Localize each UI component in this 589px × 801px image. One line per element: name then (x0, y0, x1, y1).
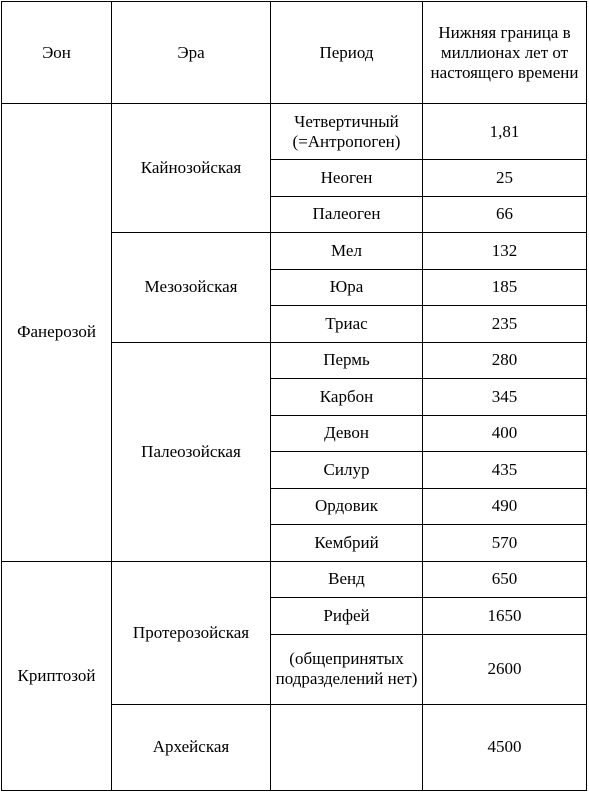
period-cell: Ордовик (271, 488, 423, 525)
header-eon: Эон (2, 2, 112, 104)
header-row (2, 2, 587, 104)
value-cell: 66 (423, 196, 587, 233)
period-cell: Венд (271, 561, 423, 598)
period-cell: Неоген (271, 160, 423, 197)
table-row (2, 561, 587, 598)
value-cell: 1,81 (423, 104, 587, 160)
value-cell: 235 (423, 306, 587, 343)
period-cell: Юра (271, 269, 423, 306)
value-cell: 1650 (423, 598, 587, 635)
era-cell: Кайнозойская (112, 104, 271, 233)
header-era: Эра (112, 2, 271, 104)
period-cell: Девон (271, 415, 423, 452)
period-cell (271, 704, 423, 790)
period-cell: Четвертичный (=Антропоген) (271, 104, 423, 160)
header-period: Период (271, 2, 423, 104)
era-cell: Мезозойская (112, 233, 271, 343)
value-cell: 2600 (423, 634, 587, 704)
value-cell: 570 (423, 525, 587, 562)
value-cell: 345 (423, 379, 587, 416)
eon-cell: Криптозой (2, 561, 112, 790)
value-cell: 435 (423, 452, 587, 489)
period-cell: Триас (271, 306, 423, 343)
value-cell: 490 (423, 488, 587, 525)
period-cell: Силур (271, 452, 423, 489)
period-cell: Мел (271, 233, 423, 270)
eon-cell: Фанерозой (2, 104, 112, 562)
era-cell: Палеозойская (112, 342, 271, 561)
period-cell: (общепринятых подразделений нет) (271, 634, 423, 704)
period-cell: Палеоген (271, 196, 423, 233)
period-cell: Кембрий (271, 525, 423, 562)
value-cell: 650 (423, 561, 587, 598)
period-cell: Рифей (271, 598, 423, 635)
value-cell: 132 (423, 233, 587, 270)
value-cell: 185 (423, 269, 587, 306)
table-row (2, 104, 587, 160)
era-cell: Архейская (112, 704, 271, 790)
value-cell: 4500 (423, 704, 587, 790)
geologic-time-table (1, 1, 587, 791)
value-cell: 400 (423, 415, 587, 452)
period-cell: Пермь (271, 342, 423, 379)
period-cell: Карбон (271, 379, 423, 416)
header-boundary: Нижняя граница в миллионах лет от настоящего времени (423, 2, 587, 104)
value-cell: 25 (423, 160, 587, 197)
value-cell: 280 (423, 342, 587, 379)
era-cell: Протерозойская (112, 561, 271, 704)
